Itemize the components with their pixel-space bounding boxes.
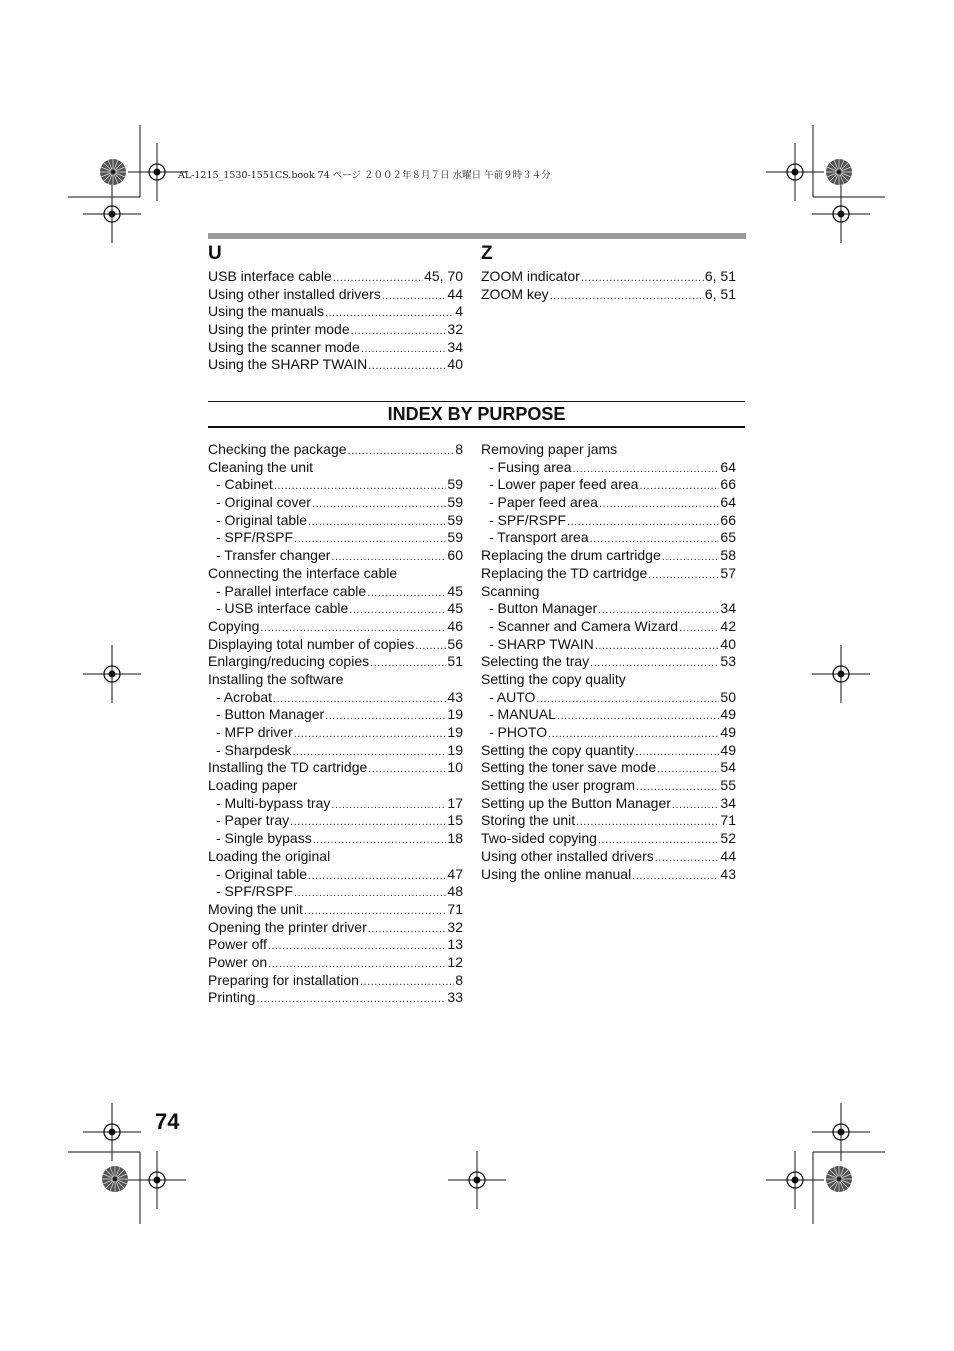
index-entry: [208, 618, 463, 636]
dot-leader: [632, 868, 719, 886]
index-entry-page: 45: [447, 600, 463, 617]
index-entry-label: Cleaning the unit: [208, 458, 314, 475]
index-entry-label: - MFP driver: [216, 724, 293, 740]
index-entry-label: - Fusing area: [489, 458, 572, 475]
dot-leader: [351, 323, 447, 341]
index-entry-label: - SPF/RSPF: [216, 883, 294, 900]
registration-crosshair-icon: [812, 645, 870, 703]
index-entry-label: Preparing for installation: [208, 971, 359, 988]
index-entry-label: - Single bypass: [216, 830, 312, 847]
index-entry: [208, 529, 463, 547]
dot-leader: [368, 358, 446, 376]
print-header: AL-1215_1530-1551CS.book 74 ページ ２００２年８月７日 水曜日 午前９時３４分: [178, 170, 551, 181]
index-entry: [481, 494, 736, 512]
index-entry-page: 12: [447, 953, 463, 970]
dot-leader: [662, 549, 720, 567]
index-entry-label: - MANUAL: [489, 706, 556, 723]
index-entry: [208, 671, 463, 689]
index-entry-page: 64: [720, 494, 736, 511]
index-entry-page: 40: [720, 635, 736, 652]
index-entry-label: Two-sided copying: [481, 830, 597, 847]
dot-leader: [679, 620, 719, 638]
index-entry-page: 65: [720, 529, 736, 546]
index-entry-label: Connecting the interface cable: [208, 564, 398, 581]
index-entry: [208, 339, 463, 357]
index-entry-page: 59: [447, 494, 463, 511]
registration-starburst-icon: [826, 1166, 852, 1192]
index-entry-label: ZOOM indicator: [481, 268, 580, 284]
index-entry-page: 60: [447, 547, 463, 564]
index-entry: [481, 636, 736, 654]
dot-leader: [368, 921, 447, 939]
index-entry: [208, 321, 463, 339]
index-entry: [481, 583, 736, 601]
index-entry-label: Setting the copy quantity: [481, 741, 635, 758]
index-entry-page: 8: [455, 441, 463, 457]
index-entry-label: Checking the package: [208, 441, 347, 457]
dot-leader: [672, 797, 720, 815]
index-entry-label: Setting up the Button Manager: [481, 794, 671, 811]
index-entry-page: 59: [447, 529, 463, 546]
dot-leader: [308, 868, 446, 886]
index-entry: [208, 989, 463, 1007]
index-entry-label: - Multi-bypass tray: [216, 794, 331, 811]
index-by-purpose-title: INDEX BY PURPOSE: [208, 401, 745, 428]
registration-crosshair-icon: [83, 645, 141, 703]
index-entry: [481, 689, 736, 707]
index-entry-label: - SPF/RSPF: [489, 511, 567, 528]
index-entry-page: 49: [720, 706, 736, 723]
index-entry-page: 49: [720, 724, 736, 740]
section-letter-u: U: [208, 243, 222, 264]
index-entry: [481, 529, 736, 547]
index-entry: [208, 742, 463, 760]
index-entry: [208, 286, 463, 304]
index-entry-page: 18: [447, 830, 463, 847]
index-entry-label: Scanning: [481, 582, 540, 599]
index-entry: [208, 689, 463, 707]
index-entry: [208, 919, 463, 937]
index-entry-label: Using other installed drivers: [208, 285, 381, 302]
index-entry: [208, 759, 463, 777]
index-entry-page: 58: [720, 547, 736, 564]
index-entry-page: 46: [447, 617, 463, 634]
index-entry: [481, 759, 736, 777]
index-entry-label: Loading paper: [208, 777, 298, 794]
index-entry-label: Installing the TD cartridge: [208, 759, 368, 776]
index-entry-page: 71: [720, 812, 736, 829]
index-entry-page: 6, 51: [704, 268, 736, 284]
index-entry-label: - AUTO: [489, 688, 536, 705]
index-entry-label: - Original cover: [216, 494, 311, 511]
index-entry: [208, 583, 463, 601]
index-entry-page: 15: [447, 812, 463, 829]
dot-leader: [557, 708, 720, 726]
index-list-z: [481, 268, 736, 303]
dot-leader: [581, 270, 704, 288]
index-entry: [481, 812, 736, 830]
index-entry-page: 55: [720, 777, 736, 794]
dot-leader: [550, 288, 704, 306]
index-entry: [481, 268, 736, 286]
index-entry: [208, 724, 463, 742]
index-entry-label: - Transport area: [489, 529, 589, 546]
index-entry: [481, 742, 736, 760]
dot-leader: [370, 655, 446, 673]
index-entry-label: Using the manuals: [208, 303, 324, 320]
page-number: 74: [155, 1109, 180, 1134]
index-entry-label: Using other installed drivers: [481, 847, 654, 864]
dot-leader: [595, 638, 720, 656]
index-entry-page: 54: [720, 759, 736, 776]
index-entry-page: 19: [447, 741, 463, 758]
index-entry-page: 8: [455, 971, 463, 988]
index-entry: [481, 600, 736, 618]
dot-leader: [290, 814, 446, 832]
index-entry: [208, 972, 463, 990]
dot-leader: [308, 514, 446, 532]
index-entry-label: Printing: [208, 989, 256, 1006]
index-entry: [481, 547, 736, 565]
index-entry-page: 19: [447, 724, 463, 740]
index-entry: [208, 303, 463, 321]
index-entry: [208, 547, 463, 565]
index-entry-label: - Button Manager: [489, 600, 598, 617]
registration-crosshair-icon: [766, 1151, 824, 1209]
index-entry: [208, 777, 463, 795]
index-entry: [208, 494, 463, 512]
index-entry: [481, 653, 736, 671]
index-entry-label: Storing the unit: [481, 812, 576, 829]
registration-starburst-icon: [100, 159, 126, 185]
dot-leader: [639, 478, 719, 496]
index-entry: [208, 512, 463, 530]
index-list-u: [208, 268, 463, 374]
index-entry-label: Replacing the TD cartridge: [481, 564, 648, 581]
index-entry-label: - Paper tray: [216, 812, 290, 829]
index-entry: [481, 618, 736, 636]
index-entry-page: 50: [720, 688, 736, 705]
index-entry: [208, 565, 463, 583]
index-entry: [481, 724, 736, 742]
index-entry: [208, 936, 463, 954]
section-top-bar: [208, 233, 746, 239]
index-entry-page: 57: [720, 564, 736, 581]
index-entry: [481, 795, 736, 813]
index-entry: [208, 600, 463, 618]
index-entry-label: - Button Manager: [216, 706, 325, 723]
index-entry-label: - Scanner and Camera Wizard: [489, 617, 679, 634]
index-entry-page: 71: [447, 900, 463, 917]
index-entry-page: 51: [447, 653, 463, 670]
dot-leader: [576, 814, 719, 832]
index-entry-label: - Cabinet: [216, 476, 273, 493]
index-entry: [208, 653, 463, 671]
dot-leader: [294, 726, 447, 744]
index-entry-page: 52: [720, 830, 736, 847]
dot-leader: [325, 708, 446, 726]
index-entry-page: 44: [447, 285, 463, 302]
registration-crosshair-icon: [128, 1151, 186, 1209]
index-entry: [481, 866, 736, 884]
index-entry-page: 19: [447, 706, 463, 723]
dot-leader: [360, 974, 454, 992]
dot-leader: [313, 832, 447, 850]
index-entry-label: Removing paper jams: [481, 441, 618, 457]
index-entry-page: 45: [447, 582, 463, 599]
registration-starburst-icon: [102, 1166, 128, 1192]
dot-leader: [348, 443, 455, 461]
index-entry-label: Loading the original: [208, 847, 331, 864]
index-entry: [481, 671, 736, 689]
index-entry: [481, 286, 736, 304]
dot-leader: [648, 567, 719, 585]
index-entry-label: Setting the user program: [481, 777, 636, 794]
index-entry-label: Using the SHARP TWAIN: [208, 356, 368, 373]
index-entry-page: 49: [720, 741, 736, 758]
index-entry-label: Enlarging/reducing copies: [208, 653, 370, 670]
index-entry-label: - Original table: [216, 511, 308, 528]
registration-crosshair-icon: [812, 185, 870, 243]
index-entry-page: 64: [720, 458, 736, 475]
index-entry-page: 34: [447, 338, 463, 355]
index-entry: [481, 706, 736, 724]
index-entry: [208, 866, 463, 884]
dot-leader: [256, 991, 446, 1009]
index-entry-page: 10: [447, 759, 463, 776]
registration-crosshair-icon: [83, 185, 141, 243]
index-entry-page: 42: [720, 617, 736, 634]
index-entry-label: - Acrobat: [216, 688, 273, 705]
index-entry-label: - Lower paper feed area: [489, 476, 639, 493]
index-entry-page: 33: [447, 989, 463, 1006]
purpose-list-left: [208, 441, 463, 1007]
index-entry-page: 44: [720, 847, 736, 864]
dot-leader: [599, 496, 719, 514]
index-entry-page: 13: [447, 936, 463, 953]
index-entry-label: ZOOM key: [481, 285, 549, 302]
dot-leader: [268, 938, 447, 956]
dot-leader: [331, 797, 446, 815]
index-entry-label: Using the scanner mode: [208, 338, 360, 355]
index-entry-page: 34: [720, 794, 736, 811]
index-entry: [208, 459, 463, 477]
registration-crosshair-icon: [766, 143, 824, 201]
index-entry-label: Copying: [208, 617, 260, 634]
index-entry-page: 34: [720, 600, 736, 617]
purpose-list-right: [481, 441, 736, 883]
dot-leader: [657, 761, 719, 779]
index-entry-page: 47: [447, 865, 463, 882]
index-entry: [208, 795, 463, 813]
index-entry: [208, 706, 463, 724]
index-entry-label: Setting the copy quality: [481, 670, 626, 687]
dot-leader: [367, 585, 446, 603]
index-entry-label: Using the printer mode: [208, 321, 350, 338]
index-entry: [208, 954, 463, 972]
index-entry-page: 59: [447, 476, 463, 493]
index-entry-label: Power off: [208, 936, 267, 953]
index-entry-page: 32: [447, 321, 463, 338]
index-entry-page: 43: [447, 688, 463, 705]
index-entry: [208, 636, 463, 654]
dot-leader: [349, 602, 446, 620]
index-entry-label: Using the online manual: [481, 865, 632, 882]
index-entry: [208, 356, 463, 374]
index-entry: [481, 512, 736, 530]
index-entry-label: USB interface cable: [208, 268, 332, 284]
index-entry-label: Power on: [208, 953, 268, 970]
registration-crosshair-icon: [448, 1151, 506, 1209]
index-entry-page: 40: [447, 356, 463, 373]
index-entry: [208, 830, 463, 848]
index-entry: [208, 476, 463, 494]
index-entry-page: 53: [720, 653, 736, 670]
index-entry-label: - SPF/RSPF: [216, 529, 294, 546]
index-entry-page: 66: [720, 476, 736, 493]
index-entry: [208, 848, 463, 866]
index-entry: [481, 476, 736, 494]
index-entry-label: - USB interface cable: [216, 600, 349, 617]
index-entry-page: 43: [720, 865, 736, 882]
index-entry: [208, 268, 463, 286]
index-entry: [208, 441, 463, 459]
index-entry-label: Setting the toner save mode: [481, 759, 657, 776]
dot-leader: [655, 850, 720, 868]
index-entry-page: 48: [447, 883, 463, 900]
index-entry-label: - Sharpdesk: [216, 741, 292, 758]
index-entry-label: - PHOTO: [489, 724, 548, 740]
index-entry: [208, 812, 463, 830]
index-entry: [481, 565, 736, 583]
index-entry-page: 17: [447, 794, 463, 811]
dot-leader: [536, 691, 719, 709]
dot-leader: [567, 514, 719, 532]
index-entry-page: 32: [447, 918, 463, 935]
dot-leader: [294, 885, 446, 903]
index-entry-label: Moving the unit: [208, 900, 303, 917]
index-entry: [481, 777, 736, 795]
index-entry: [481, 848, 736, 866]
dot-leader: [415, 638, 446, 656]
index-entry-page: 45, 70: [424, 268, 463, 284]
dot-leader: [368, 761, 446, 779]
index-entry-label: Selecting the tray: [481, 653, 590, 670]
index-entry: [481, 459, 736, 477]
dot-leader: [361, 341, 447, 359]
index-entry: [208, 901, 463, 919]
index-entry-label: Opening the printer driver: [208, 918, 367, 935]
index-entry-label: Installing the software: [208, 670, 344, 687]
index-entry: [208, 883, 463, 901]
dot-leader: [382, 288, 447, 306]
index-entry-label: - Original table: [216, 865, 308, 882]
index-entry-page: 6, 51: [704, 285, 736, 302]
index-entry-label: Replacing the drum cartridge: [481, 547, 661, 564]
dot-leader: [312, 496, 447, 514]
index-entry-page: 59: [447, 511, 463, 528]
index-entry-label: - Paper feed area: [489, 494, 598, 511]
index-entry-label: - Transfer changer: [216, 547, 331, 564]
index-entry-page: 66: [720, 511, 736, 528]
index-entry-page: 56: [447, 635, 463, 652]
index-entry-label: - Parallel interface cable: [216, 582, 367, 599]
index-entry: [481, 830, 736, 848]
index-entry: [481, 441, 736, 459]
section-letter-z: Z: [481, 243, 493, 264]
index-entry-label: Displaying total number of copies: [208, 635, 415, 652]
registration-starburst-icon: [826, 159, 852, 185]
index-entry-page: 4: [455, 303, 463, 320]
index-entry-label: - SHARP TWAIN: [489, 635, 594, 652]
